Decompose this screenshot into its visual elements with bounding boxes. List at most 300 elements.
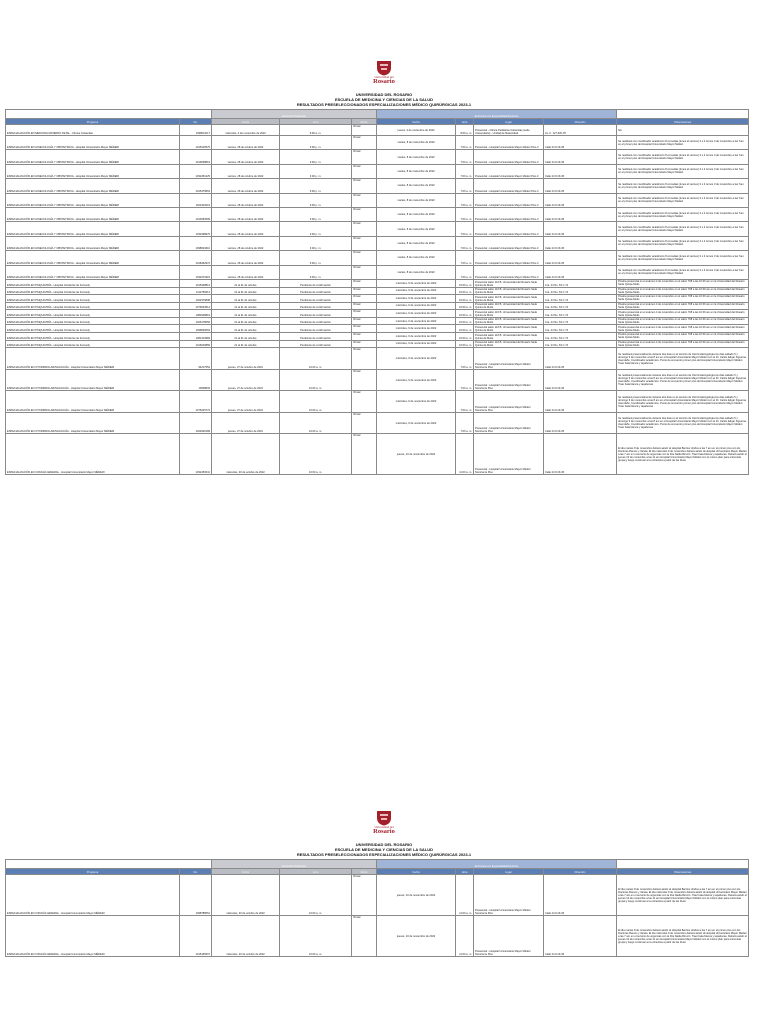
cell-mode: Virtual xyxy=(352,325,377,333)
cell-notes: Se realizará presencialmente durante dos días en el servicio de Otorrinolaringología los días sábado 5 y domingo 6 de noviembre a las 8 am en el Hospital Universitario Mayor Méderi con el Dr. Carlos Edgar Figueroa Avendaño, Coordinador académico. Punto de encuentro primer piso del Hospital Universitario Mayor Méderi. Traer bata blanca y tapabocas xyxy=(617,391,749,413)
cell-notes: Se realizará con coordinador académico 8 consultas (lunes al viernes) 3 o 4 turnos 3 de noviembre a las 7am en el primer piso del Hospital Universitario Mayor Méderi xyxy=(617,251,749,265)
cell-notes: Prueba presencial en el exámen 4 de noviembre en el salón 708 a las 10:00 am en la Universidad del Rosario Sede Quinta Mutis xyxy=(617,333,749,341)
cell-date: 21 al 31 de octubre xyxy=(212,340,280,348)
cell-program: ESPECIALIZACIÓN EN OTORRINOLARINGOLOGÍA - Hospital Universitario Mayor MÉDERI xyxy=(6,391,180,413)
cell-date2: martes, 8 de noviembre de 2022 xyxy=(377,265,456,279)
col-header: Hora xyxy=(456,869,474,875)
col-header: Hora xyxy=(456,119,474,125)
cell-time: 3:00 p. m. xyxy=(280,136,352,150)
cell-id: 1098604610 xyxy=(180,236,212,250)
cell-date: viernes, 28 de octubre de 2022 xyxy=(212,164,280,178)
cell-program: ESPECIALIZACIÓN EN GINECOLOGÍA Y OBSTETRICIA - Hospital Universitario Mayor MÉDERI xyxy=(6,251,180,265)
cell-notes: Se realizará con coordinador académico 8 consultas (lunes al viernes) 3 o 4 turnos 3 de noviembre a las 7am en el primer piso del Hospital Universitario Mayor Méderi xyxy=(617,179,749,193)
table-row xyxy=(6,164,749,178)
cell-address: Calle 24 # 29-45 xyxy=(544,207,617,221)
col-header: No. xyxy=(180,869,212,875)
cell-place: Presencial - Clínica Pediátrica Colsanitas (sede Universitaria) - Unidad de Maternidad xyxy=(474,125,544,136)
cell-time2: 11:00 a. m. xyxy=(456,434,474,475)
cell-place: Presencial - Hospital Universitario Mayor Méderi Nororiente Piso xyxy=(474,916,544,957)
cell-id: 1098788651 xyxy=(180,875,212,916)
cell-notes: Prueba presencial en el exámen 4 de noviembre en el salón 708 a las 10:00 am en la Universidad del Rosario Sede Quinta Mutis xyxy=(617,295,749,303)
table-row xyxy=(6,325,749,333)
table-row xyxy=(6,193,749,207)
cell-notes: Se realizará presencialmente durante dos días en el servicio de Otorrinolaringología los días sábado 5 y domingo 6 de noviembre a las 8 am en el Hospital Universitario Mayor Méderi con el Dr. Carlos Edgar Figueroa Avendaño, Coordinador académico. Punto de encuentro primer piso del Hospital Universitario Mayor Méderi. Traer bata blanca y tapabocas xyxy=(617,412,749,434)
cell-program: ESPECIALIZACIÓN EN GINECOLOGÍA Y OBSTETRICIA - Hospital Universitario Mayor MÉDERI xyxy=(6,150,180,164)
cell-program: ESPECIALIZACIÓN EN GINECOLOGÍA Y OBSTETRICIA - Hospital Universitario Mayor MÉDERI xyxy=(6,164,180,178)
cell-mode: Virtual xyxy=(352,333,377,341)
cell-id: 1022926189 xyxy=(180,412,212,434)
col-header: No. xyxy=(180,119,212,125)
col-header: Hora xyxy=(280,869,352,875)
cell-time2: 7:00 a. m. xyxy=(456,193,474,207)
cell-date: 21 al 31 de octubre xyxy=(212,325,280,333)
cell-id: 1032453641 xyxy=(180,434,212,475)
cell-notes: Se realizará presencialmente durante dos días en el servicio de Otorrinolaringología los días sábado 5 y domingo 6 de noviembre a las 8 am en el Hospital Universitario Mayor Méderi con el Dr. Carlos Edgar Figueroa Avendaño, Coordinador académico. Punto de encuentro primer piso del Hospital Universitario Mayor Méderi. Traer bata blanca y tapabocas xyxy=(617,348,749,370)
cell-program: ESPECIALIZACIÓN EN GINECOLOGÍA Y OBSTETRICIA - Hospital Universitario Mayor MÉDERI xyxy=(6,179,180,193)
group-header-practical: Entrevista con Especialidad/Aspirante xyxy=(377,110,617,119)
cell-id: 13838833 xyxy=(180,369,212,391)
cell-program: ESPECIALIZACIÓN EN PSIQUIATRÍA - Hospital Occidente de Kennedy xyxy=(6,310,180,318)
cell-notes: Prueba presencial en el exámen 4 de noviembre en el salón 708 a las 10:00 am en la Universidad del Rosario Sede Quinta Mutis xyxy=(617,340,749,348)
cell-time2: 7:00 a. m. xyxy=(456,150,474,164)
document-title: RESULTADOS PRESELECCIONADOS ESPECIALIZACIONES MÉDICO QUIRÚRGICAS 2023-1 xyxy=(296,852,472,857)
cell-time: Pendiente de confirmación xyxy=(280,333,352,341)
cell-time: 10:00 a. m. xyxy=(280,412,352,434)
cell-notes: Se realizará con coordinador académico 8 consultas (lunes al viernes) 3 o 4 turnos 3 de noviembre a las 7am en el primer piso del Hospital Universitario Mayor Méderi xyxy=(617,164,749,178)
cell-id: 1081313983 xyxy=(180,333,212,341)
cell-place: Presencial - Hospital Universitario Mayor Méderi Piso 3 xyxy=(474,150,544,164)
cell-date: 21 al 31 de octubre xyxy=(212,317,280,325)
cell-program: ESPECIALIZACIÓN EN CIRUGÍA GENERAL - Hospital Universitario Mayor MÉDERI xyxy=(6,916,180,957)
cell-program: ESPECIALIZACIÓN EN OTORRINOLARINGOLOGÍA - Hospital Universitario Mayor MÉDERI xyxy=(6,348,180,370)
cell-id: 1022379808 xyxy=(180,295,212,303)
cell-time2: 10:00 a. m. xyxy=(456,333,474,341)
cell-id: 1096849053 xyxy=(180,325,212,333)
cell-id: 94217554 xyxy=(180,348,212,370)
cell-place: Presencial - Hospital Universitario Mayor Méderi Piso 3 xyxy=(474,193,544,207)
table-row xyxy=(6,222,749,236)
cell-time: Pendiente de confirmación xyxy=(280,279,352,287)
col-header: Programa xyxy=(6,869,180,875)
cell-notes: El día martes 8 de noviembre deberá asistir al Hospital Barrios Unidos a las 7 am en el primer piso con los Doctores Ramos y Varela. El día miércoles 9 de noviembre deberá asistir al Hospital Universitario Mayor Méderi a las 7 am en el servicio de urgencias con la Dra Nadia Rincón. Traer bata blanca y tapabocas. Deberá asistir el jueves 10 de noviembre a las 11 am Hospital Universitario Mayor Méderi con el mismo plan para entrevista grupal y luego continuar a la entrevista a partir de las 11am xyxy=(617,434,749,475)
cell-address: Calle 24 # 29-45 xyxy=(544,251,617,265)
cell-date2: jueves, 10 de noviembre de 2022 xyxy=(377,916,456,957)
cell-place: Presencial - Hospital Universitario Mayor Méderi Piso 3 xyxy=(474,164,544,178)
cell-place: Presencial salón 110 B. Universidad del Rosario Sede Quinta de Mutis xyxy=(474,310,544,318)
cell-id: 1032398970 xyxy=(180,222,212,236)
col-header: Fecha xyxy=(377,869,456,875)
cell-date2: martes, 8 de noviembre de 2022 xyxy=(377,179,456,193)
cell-time: 9:00 a. m. xyxy=(280,125,352,136)
cell-place: Presencial - Hospital Universitario Mayor Méderi Piso 3 xyxy=(474,265,544,279)
cell-date2: miércoles, 9 de noviembre de 2022 xyxy=(377,302,456,310)
cell-program: ESPECIALIZACIÓN EN GINECOLOGÍA Y OBSTETRICIA - Hospital Universitario Mayor MÉDERI xyxy=(6,222,180,236)
cell-notes: Se realizará con coordinador académico 8 consultas (lunes al viernes) 3 o 4 turnos 3 de noviembre a las 7am en el primer piso del Hospital Universitario Mayor Méderi xyxy=(617,193,749,207)
cell-program: ESPECIALIZACIÓN EN GINECOLOGÍA Y OBSTETRICIA - Hospital Universitario Mayor MÉDERI xyxy=(6,136,180,150)
cell-time2: 10:00 a. m. xyxy=(456,295,474,303)
cell-id: 1015475863 xyxy=(180,179,212,193)
cell-notes: Prueba presencial en el exámen 4 de noviembre en el salón 708 a las 10:00 am en la Universidad del Rosario Sede Quinta Mutis xyxy=(617,302,749,310)
col-header: Programa xyxy=(6,119,180,125)
cell-id: 1075245772 xyxy=(180,391,212,413)
cell-address: Calle 24 # 29-45 xyxy=(544,179,617,193)
table-body xyxy=(6,875,749,957)
cell-place: Presencial salón 110 B. Universidad del Rosario Sede Quinta de Mutis xyxy=(474,279,544,287)
table-row xyxy=(6,317,749,325)
cell-address: Calle 24 # 29-45 xyxy=(544,222,617,236)
col-header: Hora xyxy=(280,119,352,125)
cell-notes: Prueba presencial en el exámen 4 de noviembre en el salón 708 a las 10:00 am en la Universidad del Rosario Sede Quinta Mutis xyxy=(617,325,749,333)
cell-place: Presencial salón 110 B. Universidad del Rosario Sede Quinta de Mutis xyxy=(474,333,544,341)
col-header: Dirección xyxy=(544,119,617,125)
cell-date2: martes, 8 de noviembre de 2022 xyxy=(377,164,456,178)
cell-notes: Se realizará con coordinador académico 8 consultas (lunes al viernes) 3 o 4 turnos 3 de noviembre a las 7am en el primer piso del Hospital Universitario Mayor Méderi xyxy=(617,136,749,150)
cell-time2: 7:00 a. m. xyxy=(456,222,474,236)
cell-place: Presencial salón 110 B. Universidad del Rosario Sede Quinta de Mutis xyxy=(474,325,544,333)
cell-date2: miércoles, 9 de noviembre de 2022 xyxy=(377,340,456,348)
cell-mode: Virtual xyxy=(352,287,377,295)
cell-time2: 7:00 a. m. xyxy=(456,164,474,178)
cell-address: Cra. 24 No. 63 C 74 xyxy=(544,333,617,341)
cell-date: viernes, 28 de octubre de 2022 xyxy=(212,236,280,250)
cell-mode: Virtual xyxy=(352,317,377,325)
cell-time2: 7:00 a. m. xyxy=(456,136,474,150)
cell-time: 10:00 a. m. xyxy=(280,391,352,413)
cell-program: ESPECIALIZACIÓN EN PSIQUIATRÍA - Hospital Occidente de Kennedy xyxy=(6,325,180,333)
cell-date: viernes, 28 de octubre de 2022 xyxy=(212,193,280,207)
cell-program: ESPECIALIZACIÓN EN PSIQUIATRÍA - Hospital Occidente de Kennedy xyxy=(6,340,180,348)
cell-date2: jueves, 10 de noviembre de 2022 xyxy=(377,875,456,916)
cell-id: 1098011017 xyxy=(180,125,212,136)
cell-mode: Virtual xyxy=(352,164,377,178)
cell-date: miércoles, 26 de octubre de 2022 xyxy=(212,434,280,475)
cell-time: 10:00 a. m. xyxy=(280,916,352,957)
cell-date2: jueves, 3 de noviembre de 2022 xyxy=(377,125,456,136)
cell-address: Calle 24 # 29-45 xyxy=(544,391,617,413)
cell-date: viernes, 28 de octubre de 2022 xyxy=(212,179,280,193)
cell-time2: 10:00 a. m. xyxy=(456,310,474,318)
cell-program: ESPECIALIZACIÓN EN MEDICINA MATERNO FETAL - Clínica Colsanitas xyxy=(6,125,180,136)
cell-address: Calle 24 # 29-45 xyxy=(544,193,617,207)
cell-program: ESPECIALIZACIÓN EN PSIQUIATRÍA - Hospital Occidente de Kennedy xyxy=(6,302,180,310)
cell-time: 3:00 p. m. xyxy=(280,265,352,279)
cell-address: Cra. 24 No. 63 C 74 xyxy=(544,302,617,310)
cell-date2: miércoles, 9 de noviembre de 2022 xyxy=(377,325,456,333)
cell-place: Presencial - Hospital Universitario Mayor Méderi Nororiente Piso xyxy=(474,369,544,391)
table-row xyxy=(6,333,749,341)
cell-id: 1112766613 xyxy=(180,287,212,295)
table-row xyxy=(6,302,749,310)
results-table xyxy=(5,109,749,475)
cell-place: Presencial salón 110 B. Universidad del Rosario Sede Quinta de Mutis xyxy=(474,287,544,295)
cell-date2: miércoles, 9 de noviembre de 2022 xyxy=(377,279,456,287)
university-logo: Universidad del Rosario xyxy=(372,810,396,836)
cell-date2: martes, 8 de noviembre de 2022 xyxy=(377,222,456,236)
cell-time: 3:00 p. m. xyxy=(280,207,352,221)
cell-notes: Se realizará con coordinador académico 8 consultas (lunes al viernes) 3 o 4 turnos 3 de noviembre a las 7am en el primer piso del Hospital Universitario Mayor Méderi xyxy=(617,236,749,250)
cell-notes: Se realizará con coordinador académico 8 consultas (lunes al viernes) 3 o 4 turnos 3 de noviembre a las 7am en el primer piso del Hospital Universitario Mayor Méderi xyxy=(617,222,749,236)
table-row xyxy=(6,207,749,221)
cell-notes: Se realizará con coordinador académico 8 consultas (lunes al viernes) 3 o 4 turnos 3 de noviembre a las 7am en el primer piso del Hospital Universitario Mayor Méderi xyxy=(617,207,749,221)
cell-id: 1026178650 xyxy=(180,317,212,325)
school-name: ESCUELA DE MEDICINA Y CIENCIAS DE LA SALUD xyxy=(334,97,434,102)
cell-time2: 7:00 a. m. xyxy=(456,236,474,250)
cell-place: Presencial - Hospital Universitario Mayor Méderi Piso 3 xyxy=(474,179,544,193)
table-row xyxy=(6,369,749,391)
cell-mode: Virtual xyxy=(352,916,377,957)
cell-notes: NA xyxy=(617,125,749,136)
cell-mode: Virtual xyxy=(352,193,377,207)
cell-id: 1032470415 xyxy=(180,265,212,279)
cell-mode: Virtual xyxy=(352,348,377,370)
cell-time: 3:00 p. m. xyxy=(280,193,352,207)
cell-time: 3:00 p. m. xyxy=(280,179,352,193)
cell-date: jueves, 27 de octubre de 2022 xyxy=(212,391,280,413)
school-name: ESCUELA DE MEDICINA Y CIENCIAS DE LA SALUD xyxy=(334,847,434,852)
cell-mode: Virtual xyxy=(352,265,377,279)
cell-date: jueves, 27 de octubre de 2022 xyxy=(212,369,280,391)
cell-date2: martes, 8 de noviembre de 2022 xyxy=(377,136,456,150)
cell-mode: Virtual xyxy=(352,150,377,164)
cell-program: ESPECIALIZACIÓN EN GINECOLOGÍA Y OBSTETRICIA - Hospital Universitario Mayor MÉDERI xyxy=(6,265,180,279)
cell-time: 3:00 p. m. xyxy=(280,251,352,265)
cell-time2: 7:00 a. m. xyxy=(456,369,474,391)
cell-date2: miércoles, 9 de noviembre de 2022 xyxy=(377,287,456,295)
cell-time: 3:00 p. m. xyxy=(280,164,352,178)
table-body xyxy=(6,125,749,475)
cell-program: ESPECIALIZACIÓN EN PSIQUIATRÍA - Hospital Occidente de Kennedy xyxy=(6,279,180,287)
cell-mode: Virtual xyxy=(352,179,377,193)
cell-time2: 11:00 a. m. xyxy=(456,916,474,957)
cell-address: Calle 24 # 29-45 xyxy=(544,916,617,957)
cell-date: 21 al 31 de octubre xyxy=(212,310,280,318)
cell-time: Pendiente de confirmación xyxy=(280,325,352,333)
cell-place: Presencial - Hospital Universitario Mayor Méderi Nororiente Piso xyxy=(474,875,544,916)
cell-mode: Virtual xyxy=(352,125,377,136)
cell-date: jueves, 27 de octubre de 2022 xyxy=(212,348,280,370)
cell-date: viernes, 28 de octubre de 2022 xyxy=(212,222,280,236)
group-header-practical: Entrevista con Especialidad/Aspirante xyxy=(377,860,617,869)
cell-mode: Virtual xyxy=(352,136,377,150)
table-row xyxy=(6,340,749,348)
cell-time2: 7:00 a. m. xyxy=(456,251,474,265)
cell-mode: Virtual xyxy=(352,251,377,265)
cell-address: Cra. 24 No. 63 C 74 xyxy=(544,325,617,333)
cell-address: Calle 24 # 29-45 xyxy=(544,434,617,475)
cell-time2: 7:00 a. m. xyxy=(456,391,474,413)
table-row xyxy=(6,287,749,295)
cell-date2: jueves, 10 de noviembre de 2022 xyxy=(377,434,456,475)
cell-place: Presencial - Hospital Universitario Mayor Méderi Piso 3 xyxy=(474,136,544,150)
cell-date: miércoles, 2 de noviembre de 2022 xyxy=(212,125,280,136)
cell-date: viernes, 28 de octubre de 2022 xyxy=(212,207,280,221)
cell-time: Pendiente de confirmación xyxy=(280,302,352,310)
cell-date2: martes, 8 de noviembre de 2022 xyxy=(377,150,456,164)
cell-address: Cra. 24 No. 63 C 74 xyxy=(544,340,617,348)
table-row xyxy=(6,179,749,193)
cell-program: ESPECIALIZACIÓN EN OTORRINOLARINGOLOGÍA - Hospital Universitario Mayor MÉDERI xyxy=(6,412,180,434)
cell-address: Calle 24 # 29-45 xyxy=(544,369,617,391)
university-name: UNIVERSIDAD DEL ROSARIO xyxy=(355,92,413,97)
cell-place: Presencial - Hospital Universitario Mayor Méderi Nororiente Piso xyxy=(474,391,544,413)
cell-time: Pendiente de confirmación xyxy=(280,295,352,303)
cell-address: Calle 24 # 29-45 xyxy=(544,164,617,178)
col-header: Dirección xyxy=(544,869,617,875)
cell-id: 1015416570 xyxy=(180,136,212,150)
cell-place: Presencial - Hospital Universitario Mayor Méderi Piso 3 xyxy=(474,207,544,221)
cell-mode: Virtual xyxy=(352,412,377,434)
cell-id: 1013653599 xyxy=(180,207,212,221)
cell-date: miércoles, 26 de octubre de 2022 xyxy=(212,875,280,916)
cell-id: 1016049859 xyxy=(180,340,212,348)
cell-address: Cra. 24 No. 63 C 74 xyxy=(544,310,617,318)
cell-address: Calle 24 # 29-45 xyxy=(544,412,617,434)
cell-notes: Se realizará presencialmente durante dos días en el servicio de Otorrinolaringología los días sábado 5 y domingo 6 de noviembre a las 8 am en el Hospital Universitario Mayor Méderi con el Dr. Carlos Edgar Figueroa Avendaño, Coordinador académico. Punto de encuentro primer piso del Hospital Universitario Mayor Méderi. Traer bata blanca y tapabocas xyxy=(617,369,749,391)
cell-time2: 7:00 a. m. xyxy=(456,207,474,221)
cell-time2: 7:00 a. m. xyxy=(456,179,474,193)
cell-date2: miércoles, 9 de noviembre de 2022 xyxy=(377,369,456,391)
cell-id: 1032451225 xyxy=(180,164,212,178)
cell-program: ESPECIALIZACIÓN EN PSIQUIATRÍA - Hospital Occidente de Kennedy xyxy=(6,333,180,341)
cell-mode: Virtual xyxy=(352,875,377,916)
col-header: Medio xyxy=(352,119,377,125)
cell-time2: 10:00 a. m. xyxy=(456,279,474,287)
cell-program: ESPECIALIZACIÓN EN PSIQUIATRÍA - Hospital Occidente de Kennedy xyxy=(6,317,180,325)
cell-address: Calle 24 # 29-45 xyxy=(544,136,617,150)
cell-date2: martes, 8 de noviembre de 2022 xyxy=(377,193,456,207)
cell-mode: Virtual xyxy=(352,236,377,250)
cell-id: 1019068819 xyxy=(180,150,212,164)
table-row xyxy=(6,236,749,250)
cell-time2: 10:00 a. m. xyxy=(456,340,474,348)
col-header: Fecha xyxy=(377,119,456,125)
cell-date: viernes, 28 de octubre de 2022 xyxy=(212,265,280,279)
cell-mode: Virtual xyxy=(352,310,377,318)
col-header: Lugar xyxy=(474,869,544,875)
cell-time2: 7:00 a. m. xyxy=(456,348,474,370)
cell-time: 3:00 p. m. xyxy=(280,222,352,236)
cell-place: Presencial salón 110 B. Universidad del Rosario Sede Quinta de Mutis xyxy=(474,340,544,348)
cell-date: 21 al 31 de octubre xyxy=(212,287,280,295)
table-row xyxy=(6,434,749,475)
cell-mode: Virtual xyxy=(352,295,377,303)
cell-mode: Virtual xyxy=(352,391,377,413)
cell-date2: martes, 8 de noviembre de 2022 xyxy=(377,236,456,250)
table-row xyxy=(6,295,749,303)
cell-time2: 7:00 a. m. xyxy=(456,412,474,434)
col-header: Fecha xyxy=(212,119,280,125)
table-row xyxy=(6,279,749,287)
cell-address: Av. C. 127 #20-78 xyxy=(544,125,617,136)
cell-date2: miércoles, 9 de noviembre de 2022 xyxy=(377,412,456,434)
cell-date: miércoles, 26 de octubre de 2022 xyxy=(212,916,280,957)
shield-icon xyxy=(375,60,393,76)
cell-place: Presencial - Hospital Universitario Mayor Méderi Piso 3 xyxy=(474,251,544,265)
cell-time2: 8:00 a. m. xyxy=(456,125,474,136)
cell-time: Pendiente de confirmación xyxy=(280,317,352,325)
cell-notes: Se realizará con coordinador académico 8 consultas (lunes al viernes) 3 o 4 turnos 3 de noviembre a las 7am en el primer piso del Hospital Universitario Mayor Méderi xyxy=(617,150,749,164)
cell-place: Presencial salón 110 B. Universidad del Rosario Sede Quinta de Mutis xyxy=(474,295,544,303)
cell-date2: miércoles, 9 de noviembre de 2022 xyxy=(377,317,456,325)
cell-time: 10:00 a. m. xyxy=(280,434,352,475)
cell-date2: miércoles, 9 de noviembre de 2022 xyxy=(377,310,456,318)
table-row xyxy=(6,150,749,164)
cell-program: ESPECIALIZACIÓN EN CIRUGÍA GENERAL - Hospital Universitario Mayor MÉDERI xyxy=(6,875,180,916)
cell-time2: 7:00 a. m. xyxy=(456,265,474,279)
document-heading xyxy=(0,842,768,857)
cell-address: Cra. 24 No. 63 C 74 xyxy=(544,279,617,287)
table-row xyxy=(6,916,749,957)
cell-id: 1018462972 xyxy=(180,251,212,265)
document-title: RESULTADOS PRESELECCIONADOS ESPECIALIZACIONES MÉDICO QUIRÚRGICAS 2023-1 xyxy=(296,102,472,107)
cell-notes: El día martes 8 de noviembre deberá asistir al Hospital Barrios Unidos a las 7 am en el primer piso con los Doctores Ramos y Varela. El día miércoles 9 de noviembre deberá asistir al Hospital Universitario Mayor Méderi a las 7 am en el servicio de urgencias con la Dra Nadia Rincón. Traer bata blanca y tapabocas. Deberá asistir el jueves 10 de noviembre a las 11 am Hospital Universitario Mayor Méderi con el mismo plan para entrevista grupal y luego continuar a la entrevista a partir de las 11am xyxy=(617,916,749,957)
cell-place: Presencial salón 110 B. Universidad del Rosario Sede Quinta de Mutis xyxy=(474,317,544,325)
cell-time: 10:00 a. m. xyxy=(280,369,352,391)
col-header: Observaciones xyxy=(617,119,749,125)
cell-id: 1022403219 xyxy=(180,193,212,207)
cell-date2: miércoles, 9 de noviembre de 2022 xyxy=(377,391,456,413)
cell-date2: martes, 8 de noviembre de 2022 xyxy=(377,207,456,221)
cell-date: viernes, 28 de octubre de 2022 xyxy=(212,251,280,265)
cell-time2: 10:00 a. m. xyxy=(456,325,474,333)
shield-icon xyxy=(375,810,393,826)
cell-id: 1015166607 xyxy=(180,916,212,957)
cell-id: 1082928819 xyxy=(180,310,212,318)
cell-program: ESPECIALIZACIÓN EN PSIQUIATRÍA - Hospital Occidente de Kennedy xyxy=(6,287,180,295)
cell-time: Pendiente de confirmación xyxy=(280,340,352,348)
cell-address: Cra. 24 No. 63 C 74 xyxy=(544,295,617,303)
cell-time: 3:00 p. m. xyxy=(280,150,352,164)
cell-time2: 10:00 a. m. xyxy=(456,317,474,325)
table-row xyxy=(6,412,749,434)
cell-notes: Prueba presencial en el exámen 4 de noviembre en el salón 708 a las 10:00 am en la Universidad del Rosario Sede Quinta Mutis xyxy=(617,317,749,325)
cell-address: Calle 24 # 29-45 xyxy=(544,348,617,370)
group-header-interview: Entrevista Preguntas xyxy=(212,110,377,119)
cell-program: ESPECIALIZACIÓN EN GINECOLOGÍA Y OBSTETRICIA - Hospital Universitario Mayor MÉDERI xyxy=(6,236,180,250)
cell-notes: El día martes 8 de noviembre deberá asistir al Hospital Barrios Unidos a las 7 am en el primer piso con los Doctores Ramos y Varela. El día miércoles 9 de noviembre deberá asistir al Hospital Universitario Mayor Méderi a las 7 am en el servicio de urgencias con la Dra Nadia Rincón. Traer bata blanca y tapabocas. Deberá asistir el jueves 10 de noviembre a las 11 am Hospital Universitario Mayor Méderi con el mismo plan para entrevista grupal y luego continuar a la entrevista a partir de las 11am xyxy=(617,875,749,916)
university-logo: Universidad del Rosario xyxy=(372,60,396,86)
cell-mode: Virtual xyxy=(352,302,377,310)
group-header-interview: Entrevista Preguntas xyxy=(212,860,377,869)
cell-address: Calle 24 # 29-45 xyxy=(544,265,617,279)
cell-mode: Virtual xyxy=(352,340,377,348)
cell-program: ESPECIALIZACIÓN EN GINECOLOGÍA Y OBSTETRICIA - Hospital Universitario Mayor MÉDERI xyxy=(6,193,180,207)
cell-time: 10:00 a. m. xyxy=(280,348,352,370)
document-heading xyxy=(0,92,768,107)
cell-time: 10:00 a. m. xyxy=(280,875,352,916)
cell-address: Calle 24 # 29-45 xyxy=(544,875,617,916)
table-row xyxy=(6,251,749,265)
cell-program: ESPECIALIZACIÓN EN CIRUGÍA GENERAL - Hospital Universitario Mayor MÉDERI xyxy=(6,434,180,475)
cell-date: viernes, 28 de octubre de 2022 xyxy=(212,136,280,150)
university-name: UNIVERSIDAD DEL ROSARIO xyxy=(355,842,413,847)
cell-program: ESPECIALIZACIÓN EN OTORRINOLARINGOLOGÍA - Hospital Universitario Mayor MÉDERI xyxy=(6,369,180,391)
cell-time2: 10:00 a. m. xyxy=(456,302,474,310)
cell-address: Calle 24 # 29-45 xyxy=(544,150,617,164)
col-header: Observaciones xyxy=(617,869,749,875)
cell-notes: Prueba presencial en el exámen 4 de noviembre en el salón 708 a las 10:00 am en la Universidad del Rosario Sede Quinta Mutis xyxy=(617,287,749,295)
cell-date: viernes, 28 de octubre de 2022 xyxy=(212,150,280,164)
cell-address: Calle 24 # 29-45 xyxy=(544,236,617,250)
cell-date: jueves, 27 de octubre de 2022 xyxy=(212,412,280,434)
table-row xyxy=(6,310,749,318)
cell-time: Pendiente de confirmación xyxy=(280,287,352,295)
cell-date2: miércoles, 9 de noviembre de 2022 xyxy=(377,295,456,303)
cell-date: 21 al 31 de octubre xyxy=(212,295,280,303)
cell-program: ESPECIALIZACIÓN EN GINECOLOGÍA Y OBSTETRICIA - Hospital Universitario Mayor MÉDERI xyxy=(6,207,180,221)
cell-place: Presencial - Hospital Universitario Mayor Méderi Nororiente Piso xyxy=(474,348,544,370)
cell-time2: 10:00 a. m. xyxy=(456,287,474,295)
